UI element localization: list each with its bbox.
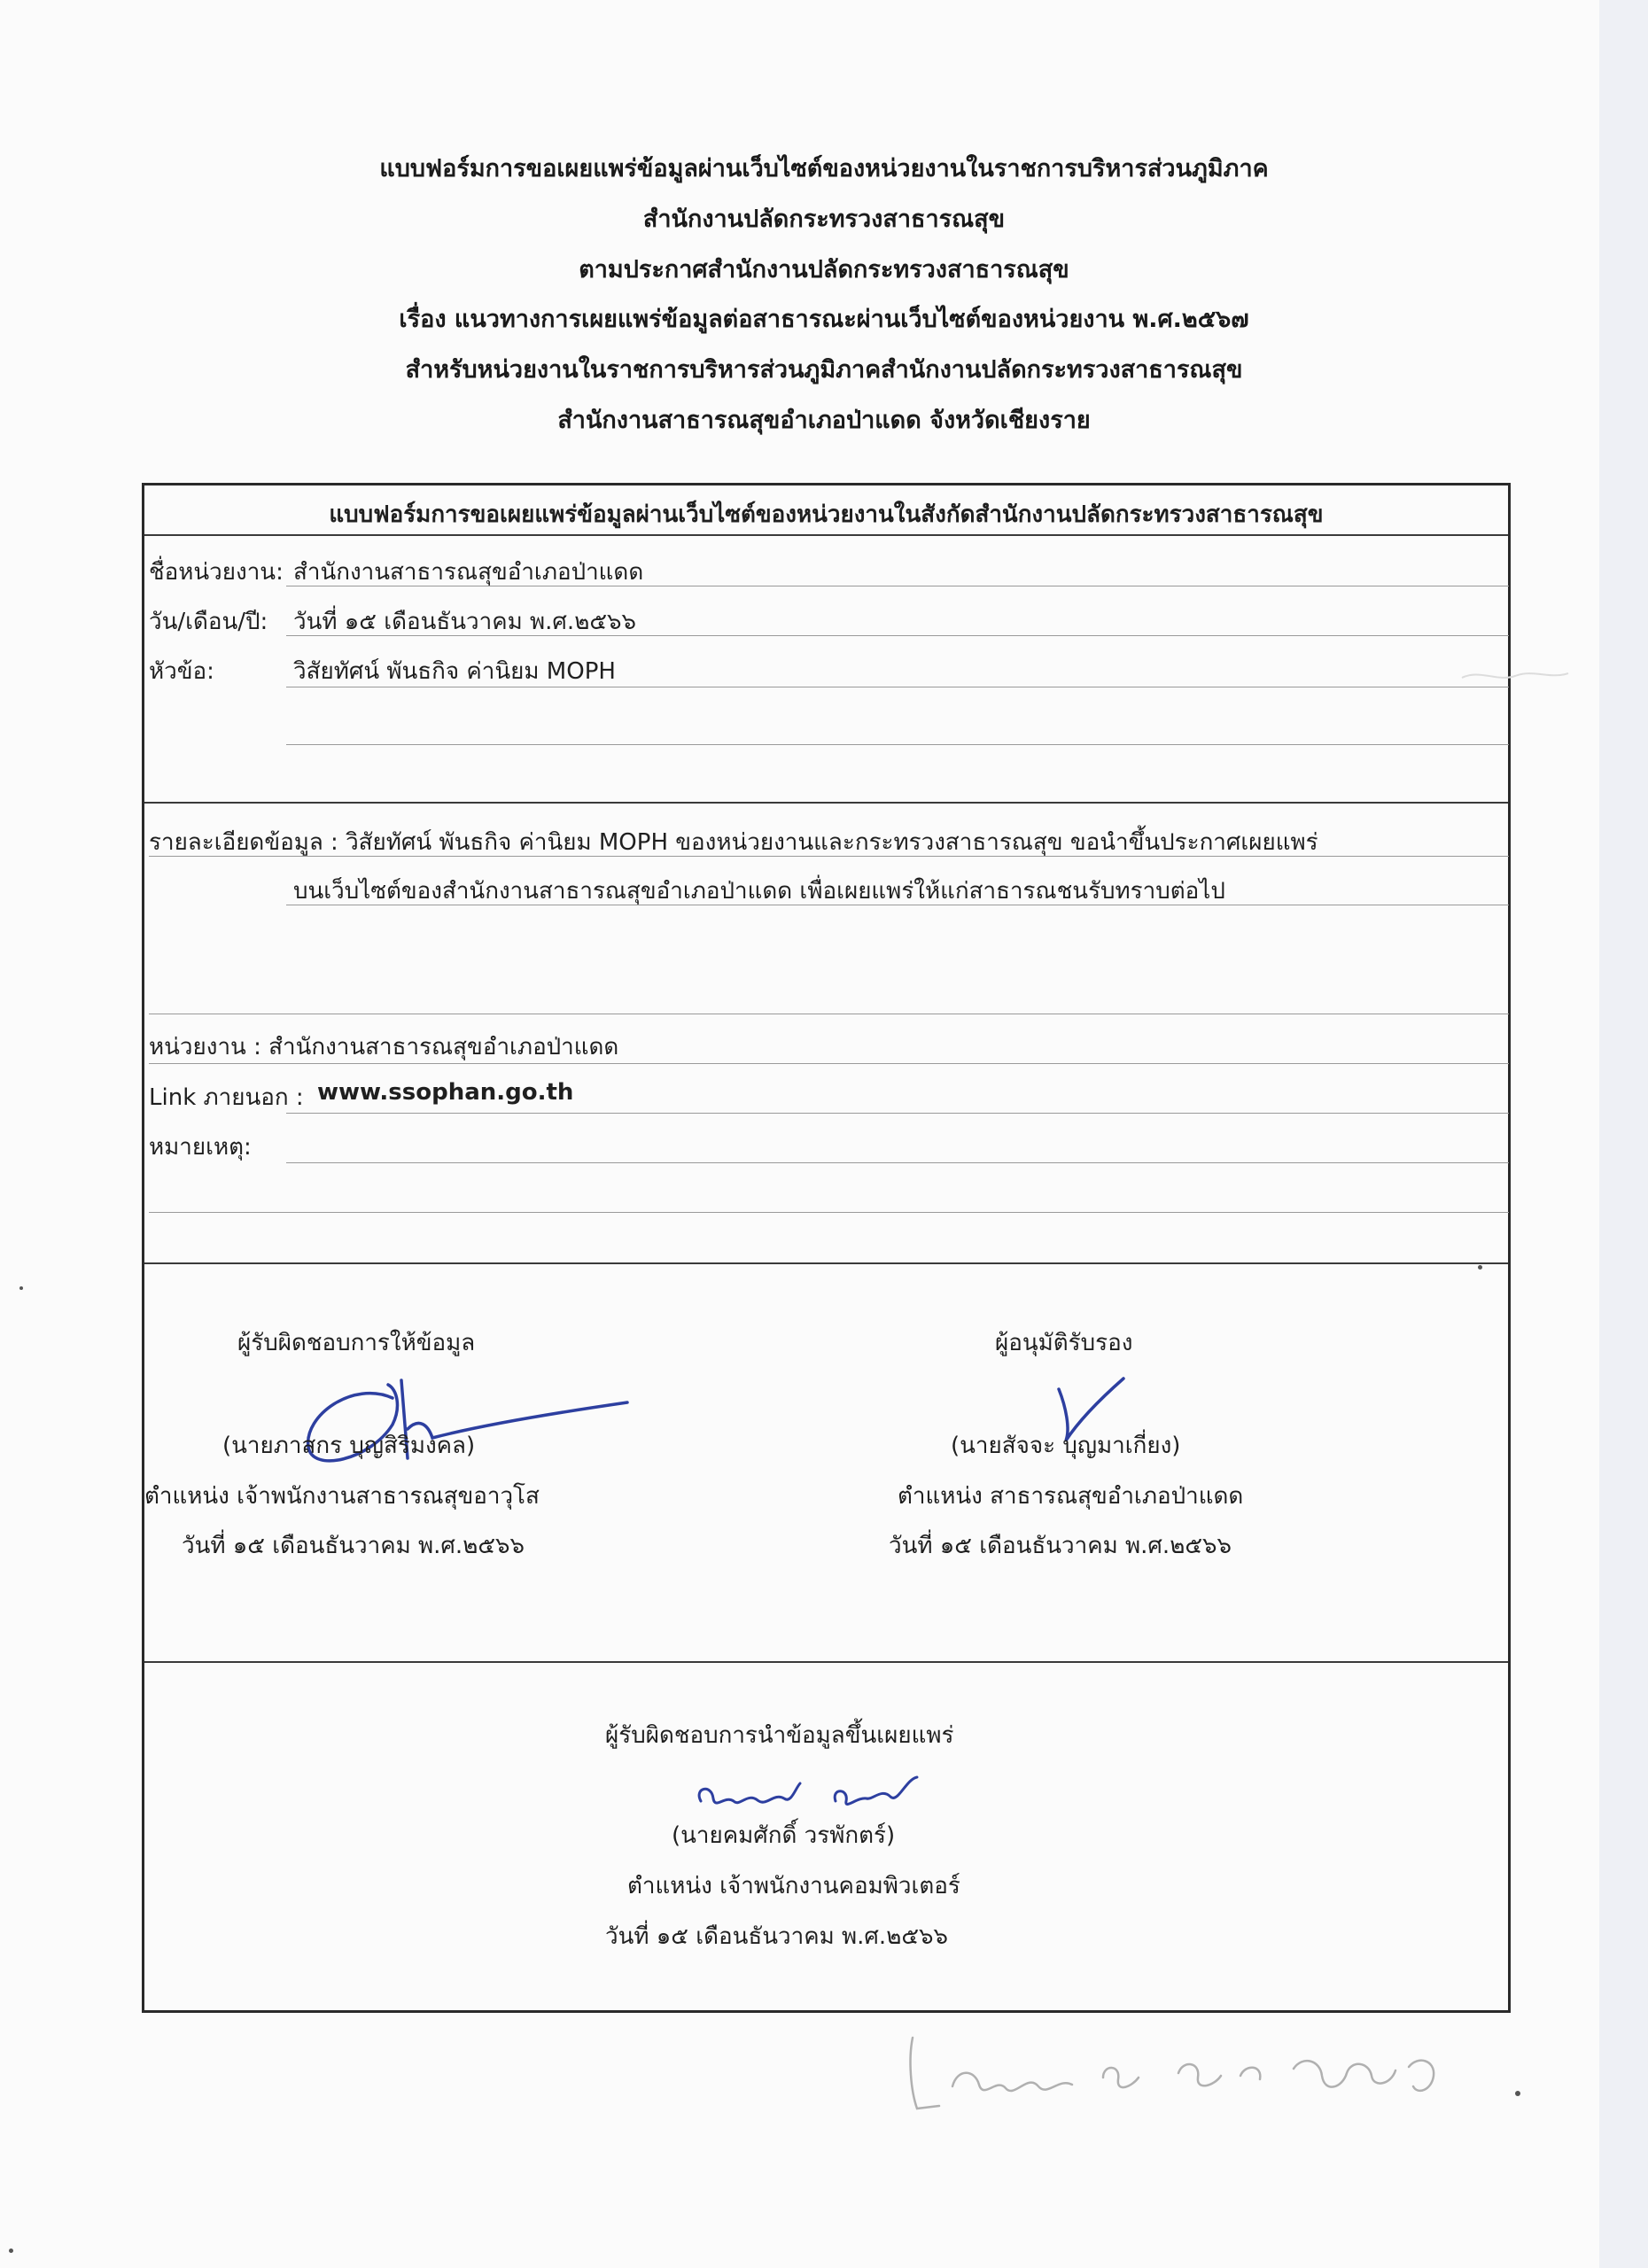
topic-label: หัวข้อ: <box>149 658 214 685</box>
detail-line-1: รายละเอียดข้อมูล : วิสัยทัศน์ พันธกิจ ค่านิยม MOPH ของหน่วยงานและกระทรวงสาธารณสุข ขอนำขึ้นประกาศเผยแพร่ <box>149 829 1318 856</box>
date-label: วัน/เดือน/ปี: <box>149 609 268 635</box>
underline <box>149 1212 1509 1213</box>
underline <box>286 1162 1509 1163</box>
scan-speck <box>9 2249 13 2253</box>
scan-speck <box>19 1286 23 1290</box>
underline <box>149 856 1509 857</box>
detail-line-2: บนเว็บไซต์ของสำนักงานสาธารณสุขอำเภอป่าแดด เพื่อเผยแพร่ให้แก่สาธารณชนรับทราบต่อไป <box>293 878 1225 905</box>
left-sign-role: ผู้รับผิดชอบการให้ข้อมูล <box>237 1330 476 1356</box>
header-line-3: ตามประกาศสำนักงานปลัดกระทรวงสาธารณสุข <box>579 256 1069 284</box>
underline <box>286 1113 1509 1114</box>
left-sign-position: ตำแหน่ง เจ้าพนักงานสาธารณสุขอาวุโส <box>144 1483 540 1510</box>
header-line-2: สำนักงานปลัดกระทรวงสาธารณสุข <box>642 206 1006 233</box>
bottom-sign-position: ตำแหน่ง เจ้าพนักงานคอมพิวเตอร์ <box>627 1873 960 1899</box>
right-sign-position: ตำแหน่ง สาธารณสุขอำเภอป่าแดด <box>898 1483 1244 1510</box>
underline <box>286 635 1509 636</box>
scan-speck <box>1515 2091 1520 2096</box>
scan-edge <box>1599 0 1648 2268</box>
right-sign-role: ผู้อนุมัติรับรอง <box>995 1330 1133 1356</box>
pencil-note-icon <box>886 2024 1453 2122</box>
request-form <box>142 483 1511 2013</box>
header-line-5: สำหรับหน่วยงานในราชการบริหารส่วนภูมิภาคสำนักงานปลัดกระทรวงสาธารณสุข <box>405 356 1243 384</box>
bottom-sign-role: ผู้รับผิดชอบการนำข้อมูลขึ้นเผยแพร่ <box>605 1722 954 1749</box>
form-title: แบบฟอร์มการขอเผยแพร่ข้อมูลผ่านเว็บไซต์ของหน่วยงานในสังกัดสำนักงานปลัดกระทรวงสาธารณสุข <box>329 501 1324 528</box>
remark-label: หมายเหตุ: <box>149 1134 252 1161</box>
bottom-sign-date: วันที่ ๑๕ เดือนธันวาคม พ.ศ.๒๕๖๖ <box>605 1923 949 1950</box>
divider <box>144 1262 1508 1264</box>
underline <box>149 1063 1509 1064</box>
right-sign-name: (นายสัจจะ บุญมาเกี่ยง) <box>951 1433 1181 1459</box>
divider <box>144 1661 1508 1663</box>
divider <box>144 534 1508 536</box>
link-label: Link ภายนอก : <box>149 1084 304 1111</box>
agency-label: ชื่อหน่วยงาน: <box>149 559 284 586</box>
left-sign-name: (นายภาสกร บุญสิริมงคล) <box>222 1433 476 1459</box>
smudge-icon <box>1453 642 1577 704</box>
scan-speck <box>1478 1265 1482 1270</box>
link-value: www.ssophan.go.th <box>317 1079 574 1106</box>
bottom-sign-name: (นายคมศักดิ์ วรพักตร์) <box>672 1822 896 1849</box>
topic-value: วิสัยทัศน์ พันธกิจ ค่านิยม MOPH <box>293 658 616 685</box>
date-value: วันที่ ๑๕ เดือนธันวาคม พ.ศ.๒๕๖๖ <box>293 609 637 635</box>
header-line-6: สำนักงานสาธารณสุขอำเภอป่าแดด จังหวัดเชียงราย <box>557 407 1091 434</box>
header-line-4: เรื่อง แนวทางการเผยแพร่ข้อมูลต่อสาธารณะผ่านเว็บไซต์ของหน่วยงาน พ.ศ.๒๕๖๗ <box>399 306 1249 333</box>
divider <box>144 802 1508 804</box>
agency-value: สำนักงานสาธารณสุขอำเภอป่าแดด <box>293 559 644 586</box>
unit-line: หน่วยงาน : สำนักงานสาธารณสุขอำเภอป่าแดด <box>149 1034 619 1060</box>
header-line-1: แบบฟอร์มการขอเผยแพร่ข้อมูลผ่านเว็บไซต์ของหน่วยงานในราชการบริหารส่วนภูมิภาค <box>379 155 1269 183</box>
underline <box>286 744 1509 745</box>
right-sign-date: วันที่ ๑๕ เดือนธันวาคม พ.ศ.๒๕๖๖ <box>889 1533 1232 1559</box>
left-sign-date: วันที่ ๑๕ เดือนธันวาคม พ.ศ.๒๕๖๖ <box>182 1533 525 1559</box>
